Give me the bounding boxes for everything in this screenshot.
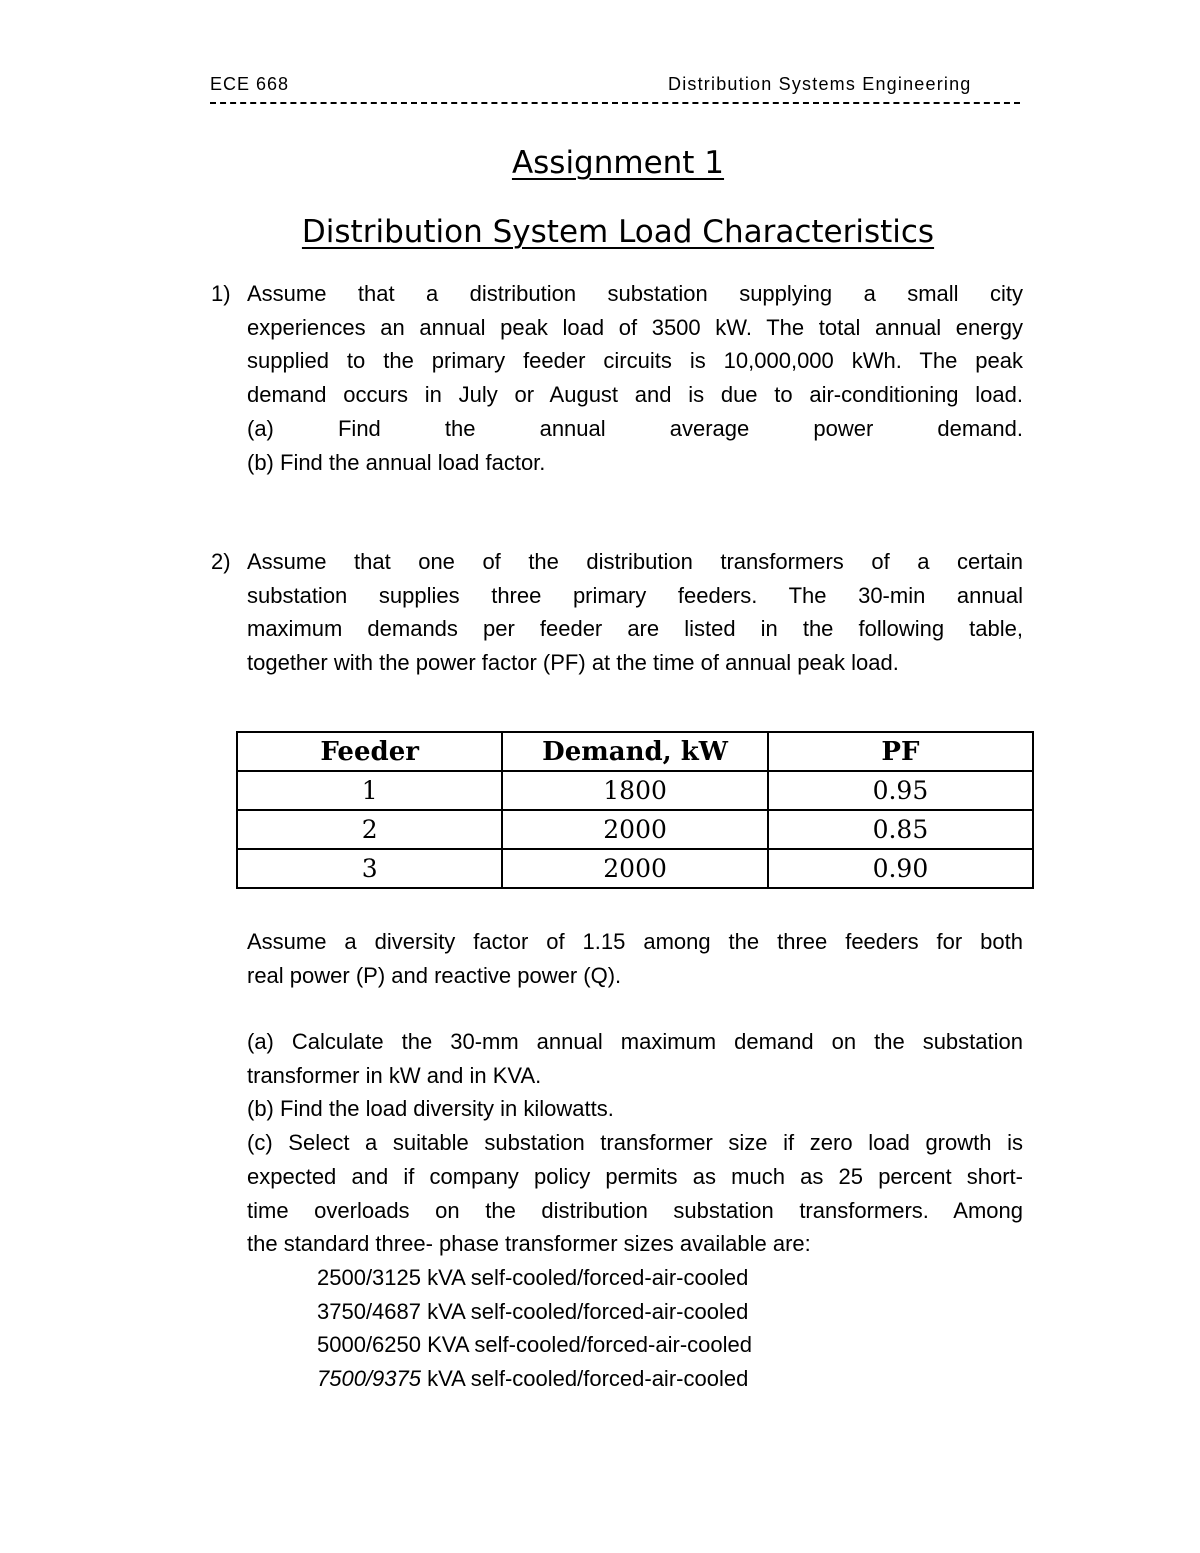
question-1-line: supplied to the primary feeder circuits is 10,000,000 kWh. The peak bbox=[247, 348, 1023, 374]
question-1-part-a: (a) Find the annual average power demand. bbox=[247, 415, 1023, 441]
cell-pf: 0.85 bbox=[768, 810, 1033, 849]
page-title: Assignment 1 bbox=[511, 145, 725, 181]
diversity-line: real power (P) and reactive power (Q). bbox=[247, 962, 622, 988]
transformer-size-item bbox=[317, 1261, 752, 1295]
question-2-parts bbox=[247, 1025, 1023, 1261]
question-2-part-a-line: (a) Calculate the 30-mm annual maximum demand on the substation bbox=[247, 1029, 1023, 1054]
question-2-number: 2) bbox=[211, 549, 231, 574]
question-2-part-a-line: transformer in kW and in KVA. bbox=[247, 1062, 542, 1088]
page-subtitle: Distribution System Load Characteristics bbox=[301, 214, 935, 250]
question-2-line: substation supplies three primary feeders. The 30-min annual bbox=[247, 582, 1023, 608]
question-1-line: Assume that a distribution substation supplying a small city bbox=[247, 281, 1023, 306]
question-2-line: maximum demands per feeder are listed in the following table, bbox=[247, 616, 1023, 642]
cell-pf: 0.90 bbox=[768, 849, 1033, 888]
cell-demand: 1800 bbox=[502, 771, 767, 810]
header-demand: Demand, kW bbox=[502, 732, 767, 771]
table-header-row bbox=[237, 732, 1033, 771]
table-row bbox=[237, 810, 1033, 849]
size-rating: 2500/3125 bbox=[317, 1265, 421, 1290]
header-divider bbox=[210, 102, 1020, 104]
feeder-table bbox=[236, 731, 1034, 889]
question-2-part-c-line: expected and if company policy permits as much as 25 percent short- bbox=[247, 1163, 1023, 1189]
size-rating: 5000/6250 bbox=[317, 1332, 421, 1358]
question-1-line: experiences an annual peak load of 3500 kW. The total annual energy bbox=[247, 314, 1023, 340]
question-2-part-c-line: time overloads on the distribution substation transformers. Among bbox=[247, 1197, 1023, 1223]
size-description: kVA self-cooled/forced-air-cooled bbox=[421, 1366, 749, 1392]
size-description: kVA self-cooled/forced-air-cooled bbox=[421, 1265, 749, 1290]
diversity-paragraph bbox=[247, 925, 1023, 992]
question-2-line: Assume that one of the distribution transformers of a certain bbox=[247, 549, 1023, 574]
header-feeder: Feeder bbox=[237, 732, 502, 771]
question-2-text bbox=[247, 545, 1023, 680]
size-description: kVA self-cooled/forced-air-cooled bbox=[421, 1298, 749, 1324]
question-2-part-b: (b) Find the load diversity in kilowatts. bbox=[247, 1096, 614, 1122]
question-1-number: 1) bbox=[211, 281, 231, 306]
cell-feeder: 1 bbox=[237, 771, 502, 810]
cell-demand: 2000 bbox=[502, 810, 767, 849]
course-code: ECE 668 bbox=[210, 74, 290, 94]
question-1-line: demand occurs in July or August and is due to air-conditioning load. bbox=[247, 382, 1023, 408]
size-rating: 3750/4687 bbox=[317, 1298, 421, 1324]
table-row bbox=[237, 849, 1033, 888]
size-rating: 7500/9375 bbox=[317, 1366, 421, 1392]
header-pf: PF bbox=[768, 732, 1033, 771]
question-2-line: together with the power factor (PF) at the time of annual peak load. bbox=[247, 650, 899, 676]
diversity-line: Assume a diversity factor of 1.15 among the three feeders for both bbox=[247, 929, 1023, 954]
transformer-size-item bbox=[317, 1295, 752, 1329]
cell-pf: 0.95 bbox=[768, 771, 1033, 810]
cell-demand: 2000 bbox=[502, 849, 767, 888]
question-2-part-c-line: the standard three- phase transformer sizes available are: bbox=[247, 1231, 811, 1257]
question-2-part-c-line: (c) Select a suitable substation transformer size if zero load growth is bbox=[247, 1130, 1023, 1156]
transformer-size-item bbox=[317, 1328, 752, 1362]
question-1-text bbox=[247, 277, 1023, 479]
transformer-size-list bbox=[317, 1261, 752, 1396]
cell-feeder: 3 bbox=[237, 849, 502, 888]
course-name: Distribution Systems Engineering bbox=[668, 74, 972, 94]
transformer-size-item bbox=[317, 1362, 752, 1396]
table-row bbox=[237, 771, 1033, 810]
cell-feeder: 2 bbox=[237, 810, 502, 849]
size-description: KVA self-cooled/forced-air-cooled bbox=[421, 1332, 752, 1358]
question-1-part-b: (b) Find the annual load factor. bbox=[247, 449, 546, 475]
